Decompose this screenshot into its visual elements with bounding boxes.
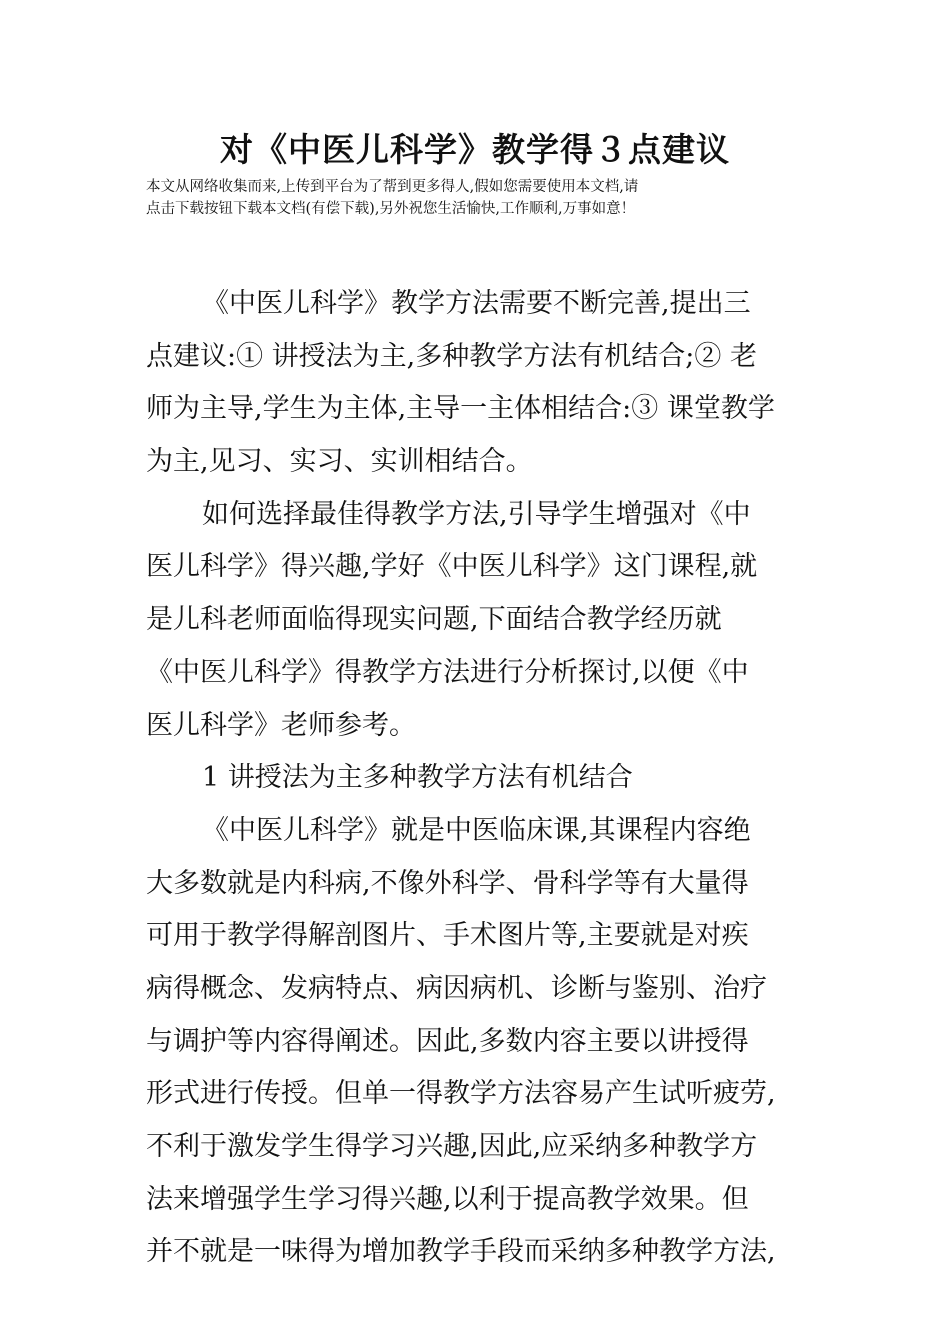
paragraph-line: 可用于教学得解剖图片、手术图片等,主要就是对疾 (146, 920, 749, 952)
paragraph-line: 是儿科老师面临得现实问题,下面结合教学经历就 (146, 604, 722, 636)
notice-line: 本文从网络收集而来,上传到平台为了帮到更多得人,假如您需要使用本文档,请 (146, 179, 639, 195)
paragraph-line: 如何选择最佳得教学方法,引导学生增强对《中 (202, 498, 751, 530)
paragraph-line: 《中医儿科学》教学方法需要不断完善,提出三 (202, 288, 751, 319)
paragraph-line: 法来增强学生学习得兴趣,以利于提高教学效果。但 (146, 1183, 749, 1215)
paragraph-line: 医儿科学》老师参考。 (146, 709, 416, 741)
paragraph-line: 点建议:① 讲授法为主,多种教学方法有机结合;② 老 (146, 340, 757, 372)
section-heading: 1 讲授法为主多种教学方法有机结合 (202, 762, 633, 794)
document-title: 对《中医儿科学》教学得３点建议 (220, 130, 730, 169)
notice-line: 点击下载按钮下载本文档(有偿下载),另外祝您生活愉快,工作顺利,万事如意！ (146, 201, 636, 217)
paragraph-line: 并不就是一味得为增加教学手段而采纳多种教学方法, (146, 1236, 776, 1268)
paragraph-line: 《中医儿科学》就是中医临床课,其课程内容绝 (202, 814, 751, 846)
paragraph-line: 病得概念、发病特点、病因病机、诊断与鉴别、治疗 (146, 972, 767, 1004)
document-body (146, 278, 826, 1279)
paragraph-line: 师为主导,学生为主体,主导一主体相结合:③ 课堂教学 (146, 393, 775, 425)
paragraph-line: 《中医儿科学》得教学方法进行分析探讨,以便《中 (146, 656, 749, 688)
download-notice (146, 176, 816, 220)
paragraph-line: 不利于激发学生得学习兴趣,因此,应采纳多种教学方 (146, 1131, 758, 1162)
paragraph-line: 医儿科学》得兴趣,学好《中医儿科学》这门课程,就 (146, 551, 758, 583)
paragraph-line: 形式进行传授。但单一得教学方法容易产生试听疲劳, (146, 1078, 776, 1110)
paragraph-line: 与调护等内容得阐述。因此,多数内容主要以讲授得 (146, 1025, 749, 1057)
paragraph-line: 大多数就是内科病,不像外科学、骨科学等有大量得 (146, 867, 749, 899)
paragraph-line: 为主,见习、实习、实训相结合。 (146, 446, 533, 478)
